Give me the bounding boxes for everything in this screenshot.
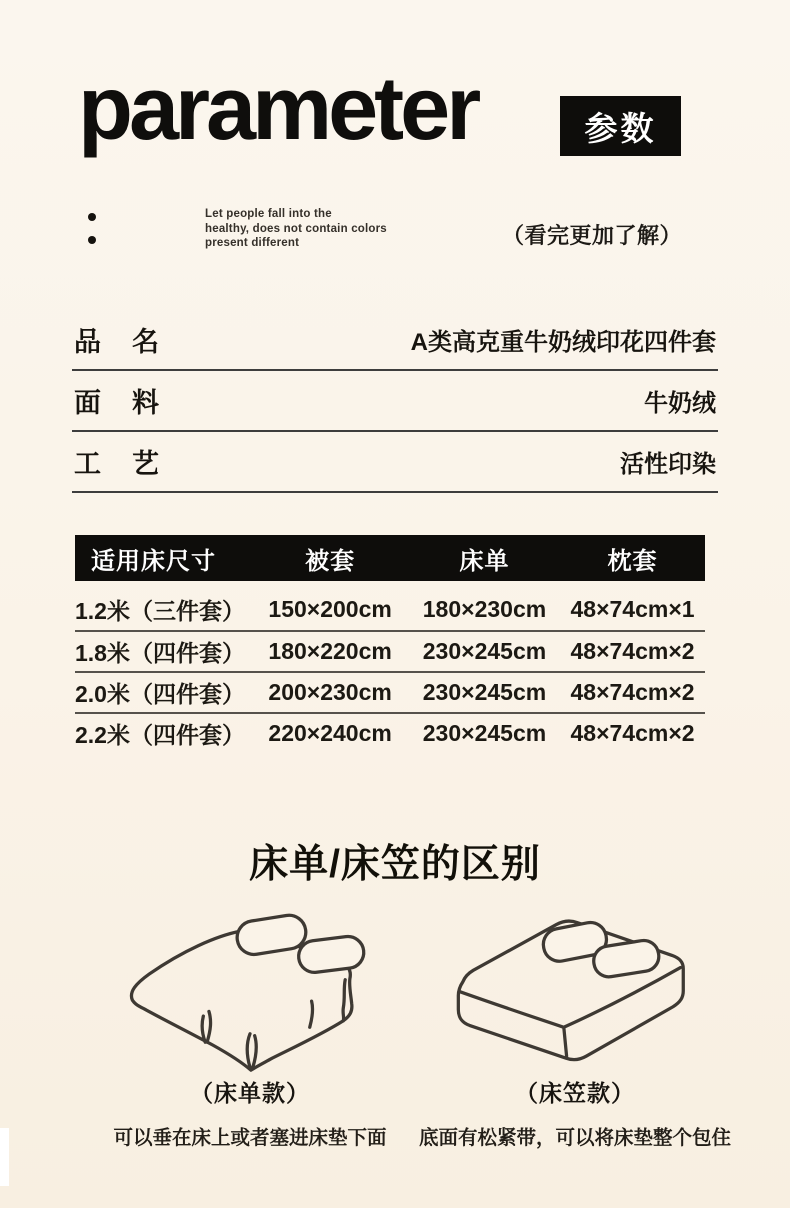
spec-label: 工 艺 — [74, 449, 161, 479]
page-title: parameter — [78, 59, 478, 159]
cell-sheet: 230×245cm — [422, 720, 547, 746]
cell-sheet: 230×245cm — [422, 638, 547, 664]
spec-value: 活性印染 — [620, 451, 716, 478]
flat-sheet-illustration — [100, 905, 400, 1073]
flat-sheet-figure — [95, 905, 405, 1150]
cell-duvet-cover: 180×220cm — [268, 638, 392, 664]
cell-bed-size: 2.2米（四件套） — [75, 722, 245, 748]
cell-pillowcase: 48×74cm×1 — [570, 596, 695, 622]
dot-icon — [88, 236, 96, 244]
cell-pillowcase: 48×74cm×2 — [570, 679, 695, 705]
tagline-line: Let people fall into the — [205, 208, 332, 220]
table-row — [75, 630, 705, 671]
figure-caption: （床笠款） — [515, 1080, 635, 1106]
cell-bed-size: 2.0米（四件套） — [75, 681, 245, 707]
size-table-header — [75, 535, 705, 581]
read-more-note: （看完更加了解） — [502, 223, 683, 248]
spec-row-fabric — [72, 371, 718, 432]
spec-list — [72, 310, 718, 493]
table-row — [75, 589, 705, 630]
comparison-title: 床单/床笠的区别 — [249, 843, 541, 886]
spec-label: 品 名 — [74, 327, 161, 357]
col-header-bed-size: 适用床尺寸 — [91, 547, 216, 575]
col-header-pillowcase: 枕套 — [607, 547, 658, 575]
cell-duvet-cover: 220×240cm — [268, 720, 392, 746]
table-row — [75, 671, 705, 712]
size-table-body — [75, 589, 705, 753]
cell-duvet-cover: 150×200cm — [268, 596, 392, 622]
dot-icon — [88, 213, 96, 221]
spec-value: 牛奶绒 — [644, 390, 716, 417]
col-header-sheet: 床单 — [459, 547, 510, 575]
col-header-duvet-cover: 被套 — [305, 547, 356, 575]
cell-bed-size: 1.8米（四件套） — [75, 640, 245, 666]
cell-bed-size: 1.2米（三件套） — [75, 598, 245, 624]
spec-row-product-name — [72, 310, 718, 371]
cell-sheet: 180×230cm — [422, 596, 547, 622]
spec-row-craft — [72, 432, 718, 493]
parameter-badge: 参数 — [560, 96, 681, 156]
spec-label: 面 料 — [74, 388, 161, 418]
cell-sheet: 230×245cm — [422, 679, 547, 705]
tagline-line: healthy, does not contain colors — [205, 222, 387, 235]
figure-caption: （床单款） — [190, 1080, 310, 1106]
table-row — [75, 712, 705, 753]
size-table — [75, 535, 705, 753]
cell-pillowcase: 48×74cm×2 — [570, 638, 695, 664]
fitted-sheet-figure — [420, 905, 730, 1150]
fitted-sheet-illustration — [425, 905, 725, 1073]
spec-value: A类高克重牛奶绒印花四件套 — [410, 329, 716, 356]
cell-pillowcase: 48×74cm×2 — [570, 720, 695, 746]
cell-duvet-cover: 200×230cm — [268, 679, 392, 705]
left-edge-white-strip — [0, 1128, 9, 1186]
tagline — [205, 207, 387, 251]
decorative-dots-icon — [88, 213, 96, 244]
figure-description: 底面有松紧带，可以将床垫整个包住 — [419, 1127, 732, 1149]
tagline-line: present different — [205, 237, 300, 249]
figure-description: 可以垂在床上或者塞进床垫下面 — [113, 1127, 387, 1149]
